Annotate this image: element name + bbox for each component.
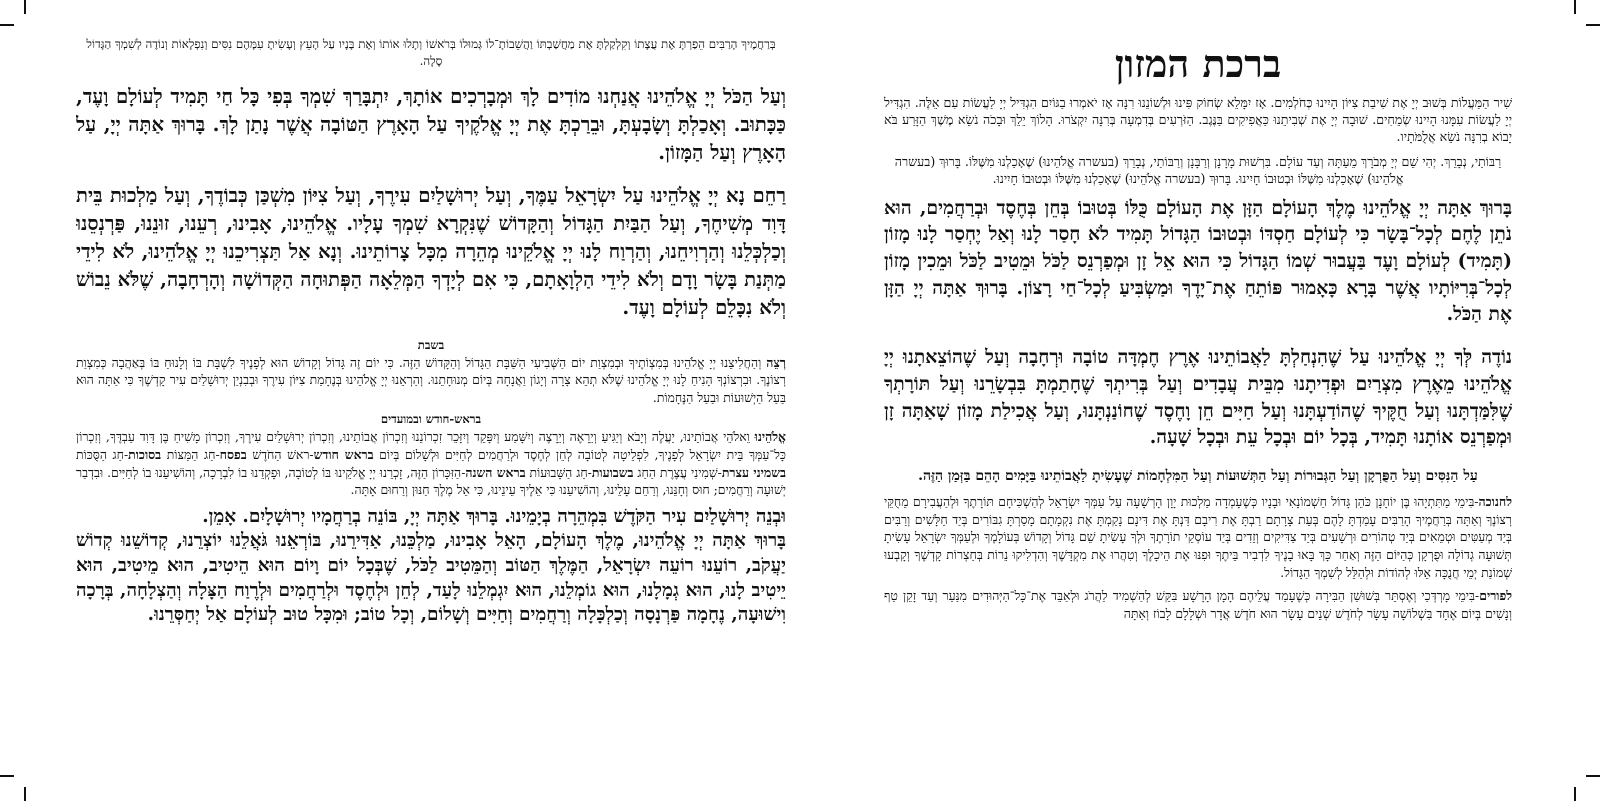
retze-paragraph [76, 354, 786, 407]
nodeh-text: לְּךָ יְיָ אֱלֹהֵינוּ עַל שֶׁהִנְחַלְתָּ לַאֲבוֹתֵינוּ אֶרֶץ חֶמְדָּה טוֹבָה וּרְחָבָה וְעַל שֶׁהוֹצֵאתָנוּ יְיָ אֱלֹהֵינוּ מֵאֶרֶץ מִצְרַיִם וּפְדִיתָנוּ מִבֵּית עֲבָדִים וְעַל בְּרִיתְךָ שֶׁחָתַמְתָּ בִּבְשָׂרֵנוּ וְעַל תּוֹרָתְךָ שֶׁלִּמַּדְתָּנוּ וְעַל חֻקֶּיךָ שֶׁהוֹדַעְתָּנוּ וְעַל חַיִּים חֵן וָחֶסֶד שֶׁחוֹנַנְתָּנוּ, וְעַל אֲכִילַת מָזוֹן שָׁאַתָּה זָן וּמְפַרְנֵס אוֹתָנוּ תָּמִיד, בְּכָל יוֹם וּבְכָל עֵת וּבְכָל שָׁעָה. [884, 346, 1512, 449]
hazan-lead-word: בָּרוּךְ [1479, 196, 1512, 219]
shir-hamaalot-paragraph: שִׁיר הַמַּעֲלוֹת בְּשׁוּב יְיָ אֶת שִׁיבַת צִיּוֹן הָיִינוּ כְּחֹלְמִים. אָז יִמָּלֵא שְׂחוֹק פִּינוּ וּלְשׁוֹנֵנוּ רִנָּה אָז יֹאמְרוּ בַגּוֹיִם הִגְדִּיל יְיָ לַעֲשׂוֹת עִם אֵלֶּה. הִגְדִּיל יְיָ לַעֲשׂוֹת עִמָּנוּ הָיִינוּ שְׂמֵחִים. שׁוּבָה יְיָ אֶת שְׁבִיתֵנוּ כַּאֲפִיקִים בַּנֶּגֶב. הַזֹּרְעִים בְּדִמְעָה בְּרִנָּה יִקְצֹרוּ. הָלוֹךְ יֵלֵךְ וּבָכֹה נֹשֵׂא מֶשֶׁךְ הַזָּרַע בֹּא יָבוֹא בְרִנָּה נֹשֵׂא אֲלֻמֹּתָיו. [884, 94, 1512, 144]
yaale-text: וֵאלֹהֵי אֲבוֹתֵינוּ, יַעֲלֶה וְיָבֹא וְיַגִּיעַ וְיֵרָאֶה וְיֵרָצֶה וְיִשָּׁמַע וְיִפָּקֵד וְיִזָּכֵר זִכְרוֹנֵנוּ וְזִכְרוֹן אֲבוֹתֵינוּ, וְזִכְרוֹן יְרוּשָׁלַיִם עִירֶךָ, וְזִכְרוֹן מָשִׁיחַ בֶּן דָּוִד עַבְדֶּךָ, וְזִכְרוֹן כָּל־עַמְּךָ בֵּית יִשְׂרָאֵל לְפָנֶיךָ, לִפְלֵיטָה לְטוֹבָה לְחֵן לְחֶסֶד וּלְרַחֲמִים לְחַיִּים וּלְשָׁלוֹם בְּיוֹם [76, 429, 786, 462]
shavuot-text: -חַג הַשָּׁבוּעוֹת [525, 464, 592, 480]
hazan-text: אַתָּה יְיָ אֱלֹהֵינוּ מֶלֶךְ הָעוֹלָם הַזָּן אֶת הָעוֹלָם כֻּלּוֹ בְּטוּבוֹ בְּחֵן בְּחֶסֶד וּבְרַחֲמִים, הוּא נֹתֵן לֶחֶם לְכָל־בָּשָׂר כִּי לְעוֹלָם חַסְדּוֹ וּבְטוּבוֹ הַגָּדוֹל תָּמִיד לֹא חָסַר לָנוּ וְאַל יֶחְסַר לָנוּ מָזוֹן (תָּמִיד) לְעוֹלָם וָעֶד בַּעֲבוּר שְׁמוֹ הַגָּדוֹל כִּי הוּא אֵל זָן וּמְפַרְנֵס לַכֹּל וּמֵטִיב לַכֹּל וּמֵכִין מָזוֹן לְכָל־בְּרִיּוֹתָיו אֲשֶׁר בָּרָא כָּאָמוּר פּוֹתֵחַ אֶת־יָדֶךָ וּמַשְׂבִּיעַ לְכָל־חַי רָצוֹן. בָּרוּךְ אַתָּה יְיָ הַזָּן אֶת הַכֹּל. [884, 196, 1512, 326]
left-page [76, 36, 786, 781]
rosh-chodesh-label: בראש-חודש ובמועדים [380, 412, 482, 427]
right-page [884, 36, 1512, 781]
pesach-text: -חַג הַמַּצּוֹת [161, 446, 220, 462]
crop-mark-br-v [1574, 787, 1576, 801]
rosh-chodesh-text: -ראשׁ הַחֹדֶשׁ [246, 446, 314, 462]
baruch-lead-word: בָּרוּךְ [754, 530, 786, 552]
purim-paragraph [884, 587, 1512, 622]
veal-lead-word: וְעַל [760, 85, 786, 109]
baruch-text: אַתָּה יְיָ אֱלֹהֵינוּ, מֶלֶךְ הָעוֹלָם, הָאֵל אָבִינוּ, מַלְכֵּנוּ, אַדִּירֵנוּ, בּוֹרְאֵנוּ גֹּאֲלֵנוּ יוֹצְרֵנוּ, קְדוֹשֵׁנוּ קְדוֹשׁ יַעֲקֹב, רוֹעֵנוּ רוֹעֵה יִשְׂרָאֵל, הַמֶּלֶךְ הַטּוֹב וְהַמֵּטִיב לַכֹּל, שֶׁבְּכָל יוֹם וָיוֹם הוּא הֵיטִיב, הוּא מֵיטִיב, הוּא יֵיטִיב לָנוּ, הוּא גְמָלָנוּ, הוּא גוֹמְלֵנוּ, הוּא יִגְמְלֵנוּ לָעַד, לְחֵן וּלְחֶסֶד וּלְרַחֲמִים וּלְרֶוַח הַצָּלָה וְהַצְלָחָה, בְּרָכָה וִישׁוּעָה, נֶחָמָה פַּרְנָסָה וְכַלְכָּלָה וְרַחֲמִים וְחַיִּים וְשָׁלוֹם, וְכָל טוֹב; וּמִכָּל טוּב לְעוֹלָם אַל יְחַסְּרֵנוּ. [76, 530, 786, 626]
rachem-paragraph [76, 182, 786, 321]
shavuot-name: בשבועות [591, 464, 634, 480]
shabbat-label: בשבת [417, 337, 445, 352]
al-hanisim-heading: עַל הַנִּסִּים וְעַל הַפֻּרְקָן וְעַל הַגְּבוּרוֹת וְעַל הַתְּשׁוּעוֹת וְעַל הַמִּלְחָמוֹת שֶׁעָשִׂיתָ לַאֲבוֹתֵינוּ בַּיָּמִים הָהֵם בַּזְּמַן הַזֶּה. [918, 467, 1478, 484]
crop-mark-br-h [1586, 775, 1600, 777]
veal-hakol-paragraph [76, 83, 786, 166]
nodeh-lead-word: נוֹדֶה [1481, 346, 1512, 369]
shmini-name: בשמיני עצרת [721, 464, 786, 480]
hatov-vehametiv-paragraph [76, 529, 786, 628]
pesach-name: בפסח [219, 446, 247, 462]
purim-text: -בִּימֵי מָרְדְּכַי וְאֶסְתֵּר בְּשׁוּשַׁן הַבִּירָה כְּשֶׁעָמַד עֲלֵיהֶם הָמָן הָרָשָׁע בִּקֵּשׁ לְהַשְׁמִיד לַהֲרֹג וּלְאַבֵּד אֶת־כָּל־הַיְּהוּדִים מִנַּעַר וְעַד זָקֵן טַף וְנָשִׁים בְּיוֹם אֶחָד בִּשְׁלוֹשָׁה עָשָׂר לְחֹדֶשׁ שְׁנֵים עָשָׂר הוּא חֹדֶשׁ אֲדָר וּשְׁלָלָם לָבוֹז וְאַתָּה [884, 588, 1512, 621]
crop-mark-tr-h [1586, 24, 1600, 26]
sukkot-text: -חַג הַסֻּכּוֹת [76, 446, 129, 462]
crop-mark-bl-v [24, 787, 26, 801]
purim-label: לפורים [1479, 588, 1512, 604]
chanuka-paragraph [884, 493, 1512, 581]
retze-text: וְהַחֲלִיצֵנוּ יְיָ אֱלֹהֵינוּ בְּמִצְוֹתֶיךָ וּבְמִצְוַת יוֹם הַשְּׁבִיעִי הַשַּׁבָּת הַגָּדוֹל וְהַקָּדוֹשׁ הַזֶּה. כִּי יוֹם זֶה גָּדוֹל וְקָדוֹשׁ הוּא לְפָנֶיךָ לִשְׁבָּת בּוֹ וְלָנוּחַ בּוֹ בְּאַהֲבָה כְּמִצְוַת רְצוֹנֶךָ. וּבִרְצוֹנְךָ הָנִיחַ לָנוּ יְיָ אֱלֹהֵינוּ שֶׁלֹּא תְהֵא צָרָה וְיָגוֹן וַאֲנָחָה בְּיוֹם מְנוּחָתֵנוּ. וְהַרְאֵנוּ יְיָ אֱלֹהֵינוּ בְּנֶחָמַת צִיּוֹן עִירֶךָ וּבְבִנְיַן יְרוּשָׁלַיִם עִיר קָדְשֶׁךָ כִּי אַתָּה הוּא בַּעַל הַיְשׁוּעוֹת וּבַעַל הַנֶּחָמוֹת. [76, 354, 786, 405]
uvne-lead-word: וּבְנֵה [755, 505, 786, 527]
rachem-lead-word: רַחֵם [752, 184, 786, 208]
rosh-chodesh-name: בראש חודש [313, 446, 374, 462]
crop-mark-tl-h [0, 24, 14, 26]
veal-text: הַכֹּל יְיָ אֱלֹהֵינוּ אֲנַחְנוּ מוֹדִים לָךְ וּמְבָרְכִים אוֹתָךְ, יִתְבָּרַךְ שִׁמְךָ בְּפִי כָּל חַי תָּמִיד לְעוֹלָם וָעֶד, כַּכָּתוּב. וְאָכַלְתָּ וְשָׂבָעְתָּ, וּבֵרַכְתָּ אֶת יְיָ אֱלֹקֶיךָ עַל הָאָרֶץ הַטּוֹבָה אֲשֶׁר נָתַן לָךְ. בָּרוּךְ אַתָּה יְיָ, עַל הָאָרֶץ וְעַל הַמָּזוֹן. [76, 85, 786, 164]
rachem-text: נָא יְיָ אֱלֹהֵינוּ עַל יִשְׂרָאֵל עַמֶּךָ, וְעַל יְרוּשָׁלַיִם עִירֶךָ, וְעַל צִיּוֹן מִשְׁכַּן כְּבוֹדֶךָ, וְעַל מַלְכוּת בֵּית דָּוִד מְשִׁיחֶךָ, וְעַל הַבַּיִת הַגָּדוֹל וְהַקָּדוֹשׁ שֶׁנִּקְרָא שִׁמְךָ עָלָיו. אֱלֹהֵינוּ, אָבִינוּ, רְעֵנוּ, זוּנֵנוּ, פַּרְנְסֵנוּ וְכַלְכְּלֵנוּ וְהַרְוִיחֵנוּ, וְהַרְוַח לָנוּ יְיָ אֱלֹקֵינוּ מְהֵרָה מִכָּל צָרוֹתֵינוּ. וְנָא אַל תַּצְרִיכֵנוּ יְיָ אֱלֹהֵינוּ, לֹא לִידֵי מַתְּנַת בָּשָׂר וָדָם וְלֹא לִידֵי הַלְוָאָתָם, כִּי אִם לְיָדְךָ הַמְּלֵאָה הַפְּתוּחָה הַקְּדוֹשָׁה וְהָרְחָבָה, שֶׁלֹּא נֵבוֹשׁ וְלֹא נִכָּלֵם לְעוֹלָם וָעֶד. [76, 184, 786, 319]
shmini-text: -שְׁמִינִי עֲצֶרֶת הַחַג [633, 464, 722, 480]
rosh-hashana-text: -הַזִּכָּרוֹן הַזֶּה, זָכְרֵנוּ יְיָ אֱלֹקֵינוּ בּוֹ לְטוֹבָה, וּפָקְדֵנוּ בוֹ לִבְרָכָה, וְהוֹשִׁיעֵנוּ בוֹ לְחַיִּים. וּבִדְבַר יְשׁוּעָה וְרַחֲמִים; חוּס וְחָנֵּנוּ, וְרַחֵם עָלֵינוּ, וְהוֹשִׁיעֵנוּ כִּי אֵלֶיךָ עֵינֵינוּ, כִּי אֵל מֶלֶךְ חַנּוּן וְרַחוּם אָתָּה. [76, 464, 786, 498]
uvne-paragraph [76, 505, 786, 530]
nodeh-paragraph [884, 344, 1512, 451]
crop-mark-tr-v [1574, 0, 1576, 14]
yaale-lead-word: אֱלֹהֵינוּ [754, 429, 786, 445]
uvne-text: יְרוּשָׁלַיִם עִיר הַקֹּדֶשׁ בִּמְהֵרָה בְיָמֵינוּ. בָּרוּךְ אַתָּה יְיָ, בּוֹנֵה בְרַחֲמָיו יְרוּשָׁלָיִם. אָמֵן. [202, 505, 756, 527]
yaale-veyavo-paragraph [76, 428, 786, 498]
chanuka-label: לחנוכה [1478, 494, 1512, 510]
rosh-hashana-name: בראש השנה [465, 464, 526, 480]
retze-lead-word: רְצֵה [766, 354, 786, 370]
page-title: ברכת המזון [1114, 41, 1282, 86]
crop-mark-tl-v [24, 0, 26, 14]
chanuka-text: -בִּימֵי מַתִּתְיָהוּ בֶּן יוֹחָנָן כֹּהֵן גָּדוֹל חַשְׁמוֹנָאִי וּבָנָיו כְּשֶׁעָמְדָה מַלְכוּת יָוָן הָרְשָׁעָה עַל עַמְּךָ יִשְׂרָאֵל לְהַשְׁכִּיחָם תּוֹרָתֶךָ וּלְהַעֲבִירָם מֵחֻקֵּי רְצוֹנֶךָ וְאַתָּה בְּרַחֲמֶיךָ הָרַבִּים עָמַדְתָּ לָהֶם בְּעֵת צָרָתָם רַבְתָּ אֶת רִיבָם דַּנְתָּ אֶת דִּינָם נָקַמְתָּ אֶת נִקְמָתָם מָסַרְתָּ גִבּוֹרִים בְּיַד חַלָּשִׁים וְרַבִּים בְּיַד מְעַטִּים וּטְמֵאִים בְּיַד טְהוֹרִים וּרְשָׁעִים בְּיַד צַדִּיקִים וְזֵדִים בְּיַד עוֹסְקֵי תוֹרָתֶךָ וּלְךָ עָשִׂיתָ שֵׁם גָּדוֹל וְקָדוֹשׁ בְּעוֹלָמֶךָ וּלְעַמְּךָ יִשְׂרָאֵל עָשִׂיתָ תְּשׁוּעָה גְדוֹלָה וּפֻרְקָן כְּהַיּוֹם הַזֶּה וְאַחַר כָּךְ בָּאוּ בָנֶיךָ לִדְבִיר בֵּיתֶךָ וּפִנּוּ אֶת הֵיכָלֶךָ וְטִהֲרוּ אֶת מִקְדָּשֶׁךָ וְהִדְלִיקוּ נֵרוֹת בְּחַצְרוֹת קָדְשֶׁךָ וְקָבְעוּ שְׁמוֹנַת יְמֵי חֲנֻכָּה אֵלּוּ לְהוֹדוֹת וּלְהַלֵּל לְשִׁמְךָ הַגָּדוֹל. [884, 494, 1512, 580]
sukkot-name: בסוכות [128, 446, 162, 462]
purim-continuation: בְּרַחֲמֶיךָ הָרַבִּים הֵפַרְתָּ אֶת עֲצָתוֹ וְקִלְקַלְתָּ אֶת מַחֲשַׁבְתּוֹ וַהֲשֵׁבוֹתָ־לוֹ גְּמוּלוֹ בְּרֹאשׁוֹ וְתָלוּ אוֹתוֹ וְאֶת בָּנָיו עַל הָעֵץ וְעָשִׂיתָ עִמָּהֶם נִסִּים וְנִפְלָאוֹת וְנוֹדֶה לְשִׁמְךָ הַגָּדוֹל סֶלָה. [86, 37, 776, 68]
hazan-paragraph [884, 195, 1512, 328]
zimun-paragraph: רַבּוֹתַי, נְבָרֵךְ. יְהִי שֵׁם יְיָ מְבֹרָךְ מֵעַתָּה וְעַד עוֹלָם. בִּרְשׁוּת מָרָנָן וְרַבָּנָן וְרַבּוֹתַי, נְבָרֵךְ (בעשרה אֱלֹהֵינוּ) שֶׁאָכַלְנוּ מִשֶּׁלּוֹ. בָּרוּךְ (בעשרה אֱלֹהֵינוּ) שֶׁאָכַלְנוּ מִשֶּׁלּוֹ וּבְטוּבוֹ חָיִינוּ. בָּרוּךְ (בעשרה אֱלֹהֵינוּ) שֶׁאָכַלְנוּ מִשֶּׁלּוֹ וּבְטוּבוֹ חָיִינוּ. [894, 153, 1502, 186]
crop-mark-bl-h [0, 775, 14, 777]
